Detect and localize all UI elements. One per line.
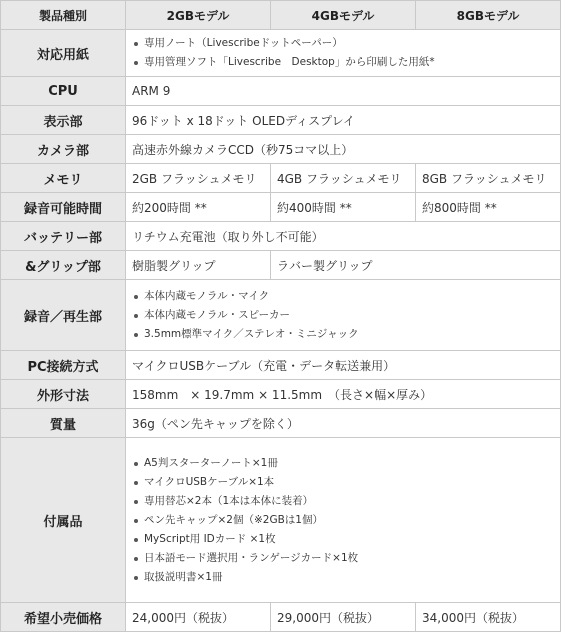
value-memory-8gb: 8GB フラッシュメモリ [416,164,561,193]
bullet-icon [134,314,138,318]
bullet-icon [134,500,138,504]
label-price: 希望小売価格 [1,603,126,632]
row-accessories [1,438,561,603]
row-memory [1,164,561,193]
row-pc [1,351,561,380]
bullet-icon [134,295,138,299]
bullet-icon [134,519,138,523]
bullet-icon [134,481,138,485]
list-item [132,306,560,325]
value-audio [126,280,561,351]
label-memory: メモリ [1,164,126,193]
value-accessories [126,438,561,603]
value-memory-4gb: 4GB フラッシュメモリ [271,164,416,193]
label-rec-time: 録音可能時間 [1,193,126,222]
value-weight: 36g（ペン先キャップを除く） [126,409,561,438]
value-memory-2gb: 2GB フラッシュメモリ [126,164,271,193]
row-rec-time [1,193,561,222]
value-grip-2gb: 樹脂製グリップ [126,251,271,280]
list-item-text: 専用ノート（Livescribeドットペーパー） [144,37,343,49]
list-item [132,568,560,587]
row-display [1,106,561,135]
list-item-text: 本体内蔵モノラル・マイク [144,289,270,302]
list-item [132,549,560,568]
value-rec-time-2gb: 約200時間 ** [126,193,271,222]
header-model-8gb: 8GBモデル [416,1,561,30]
label-battery: バッテリー部 [1,222,126,251]
value-camera: 高速赤外線カメラCCD（秒75コマ以上） [126,135,561,164]
label-paper: 対応用紙 [1,30,126,77]
list-item [132,530,560,549]
list-item-text: MyScript用 IDカード ×1枚 [144,532,276,545]
label-display: 表示部 [1,106,126,135]
value-size: 158mm × 19.7mm × 11.5mm （長さ×幅×厚み） [126,380,561,409]
header-model-4gb: 4GBモデル [271,1,416,30]
bullet-icon [134,576,138,580]
list-item-text: 専用管理ソフト「Livescribe Desktop」から印刷した用紙* [144,56,435,68]
label-size: 外形寸法 [1,380,126,409]
row-price [1,603,561,632]
audio-list [132,287,560,344]
list-item [132,34,560,53]
list-item [132,492,560,511]
list-item-text: A5判スターターノート×1冊 [144,456,278,469]
value-grip-4gb-8gb: ラバー製グリップ [271,251,561,280]
label-audio: 録音／再生部 [1,280,126,351]
value-rec-time-8gb: 約800時間 ** [416,193,561,222]
list-item-text: 取扱説明書×1冊 [144,570,223,583]
label-cpu: CPU [1,77,126,106]
value-price-2gb: 24,000円（税抜） [126,603,271,632]
list-item-text: マイクロUSBケーブル×1本 [144,475,275,488]
row-weight [1,409,561,438]
bullet-icon [134,333,138,337]
row-size [1,380,561,409]
list-item-text: 専用替芯×2本（1本は本体に装着） [144,494,314,507]
row-grip [1,251,561,280]
bullet-icon [134,557,138,561]
value-display: 96ドット x 18ドット OLEDディスプレイ [126,106,561,135]
list-item-text: 日本語モード選択用・ランゲージカード×1枚 [144,551,359,564]
value-price-4gb: 29,000円（税抜） [271,603,416,632]
bullet-icon [134,538,138,542]
label-weight: 質量 [1,409,126,438]
header-model-2gb: 2GBモデル [126,1,271,30]
row-cpu [1,77,561,106]
value-pc: マイクロUSBケーブル（充電・データ転送兼用） [126,351,561,380]
paper-list [132,34,560,72]
label-accessories: 付属品 [1,438,126,603]
row-paper [1,30,561,77]
bullet-icon [134,462,138,466]
list-item [132,325,560,344]
label-grip: &グリップ部 [1,251,126,280]
row-battery [1,222,561,251]
list-item-text: 3.5mm標準マイク／ステレオ・ミニジャック [144,327,359,340]
list-item [132,511,560,530]
value-cpu: ARM 9 [126,77,561,106]
value-rec-time-4gb: 約400時間 ** [271,193,416,222]
list-item [132,287,560,306]
value-price-8gb: 34,000円（税抜） [416,603,561,632]
bullet-icon [134,42,138,46]
list-item-text: 本体内蔵モノラル・スピーカー [144,308,290,321]
row-audio [1,280,561,351]
row-camera [1,135,561,164]
accessories-list [132,454,560,587]
header-product-type: 製品種別 [1,1,126,30]
header-row [1,1,561,30]
list-item [132,53,560,72]
list-item-text: ペン先キャップ×2個（※2GBは1個） [144,513,323,526]
label-pc: PC接続方式 [1,351,126,380]
list-item [132,454,560,473]
list-item [132,473,560,492]
value-battery: リチウム充電池（取り外し不可能） [126,222,561,251]
bullet-icon [134,61,138,65]
label-camera: カメラ部 [1,135,126,164]
value-paper [126,30,561,77]
